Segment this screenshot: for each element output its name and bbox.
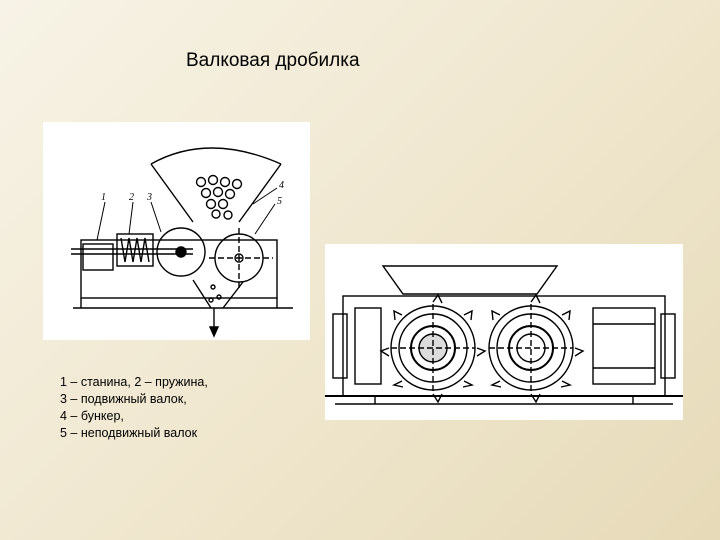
slide-title: Валковая дробилка	[186, 50, 360, 71]
right-toothed-roll	[489, 295, 583, 402]
roll-crusher-schematic	[43, 122, 310, 340]
callout-5: 5	[277, 196, 282, 207]
hopper-right-wall	[239, 164, 281, 222]
legend	[60, 374, 208, 442]
feed-particles	[197, 176, 242, 220]
legend-line: 5 – неподвижный валок	[60, 426, 198, 440]
legend-line: 4 – бункер,	[60, 409, 124, 423]
movable-roll-axle	[176, 247, 186, 257]
callout-4: 4	[279, 180, 284, 191]
callout-1: 1	[101, 192, 106, 203]
toothed-roll-crusher-drawing	[325, 244, 683, 420]
left-frame-plate	[355, 308, 381, 384]
discharge-right	[223, 282, 243, 308]
discharge-left	[193, 280, 211, 308]
schematic-drawing	[43, 122, 310, 340]
callout-2: 2	[129, 192, 134, 203]
hopper-top-arc	[151, 148, 281, 164]
legend-line: 1 – станина, 2 – пружина,	[60, 375, 208, 389]
bearing-housing	[83, 244, 113, 270]
spring-coil	[121, 238, 149, 262]
toothed-rolls-drawing	[325, 244, 683, 420]
hopper-left-wall	[151, 164, 193, 222]
left-toothed-roll	[381, 295, 485, 402]
hopper	[383, 266, 557, 294]
legend-line: 3 – подвижный валок,	[60, 392, 187, 406]
callout-3: 3	[147, 192, 152, 203]
right-bearing	[661, 314, 675, 378]
right-frame-plate	[593, 308, 655, 384]
left-bearing	[333, 314, 347, 378]
